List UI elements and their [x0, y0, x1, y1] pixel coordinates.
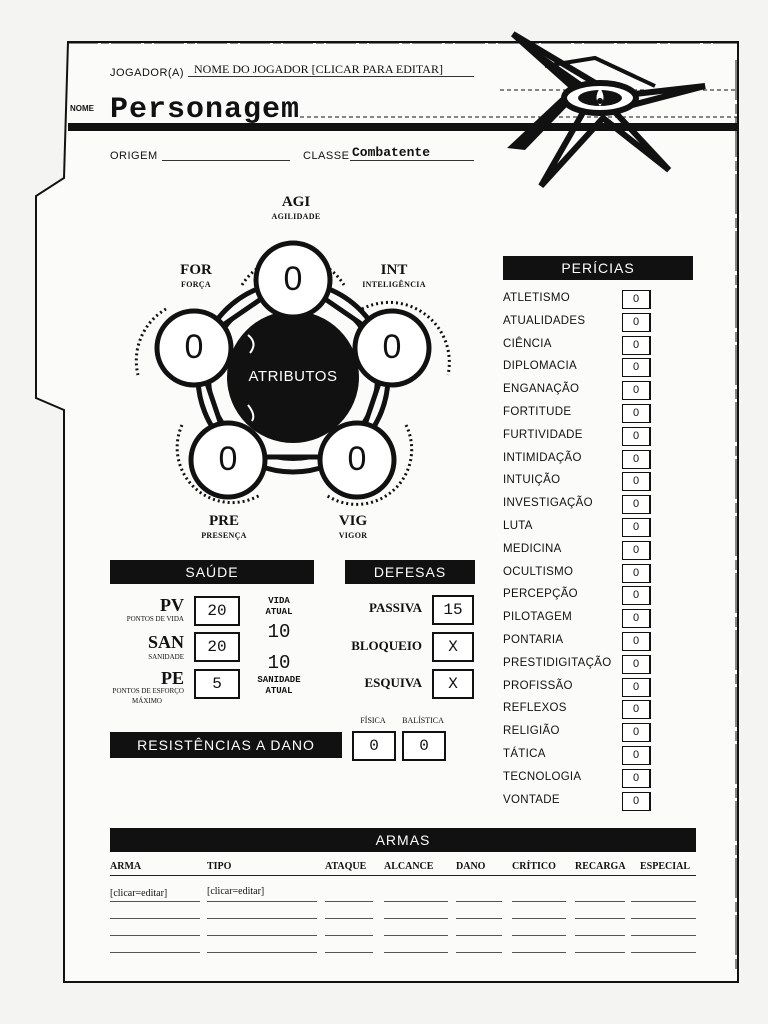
weapons-col-especial: ESPECIAL	[640, 861, 691, 872]
skill-value-field[interactable]: 0	[622, 427, 651, 446]
skill-name: INTIMIDAÇÃO	[503, 451, 582, 464]
skill-value-field[interactable]: 0	[622, 541, 651, 560]
weapon-field-line[interactable]	[325, 935, 373, 936]
skill-value-field[interactable]: 0	[622, 700, 651, 719]
current-san-label-1: SANIDADE	[257, 675, 301, 685]
skill-name: ATUALIDADES	[503, 314, 586, 327]
weapon-field-line[interactable]	[207, 901, 317, 902]
skill-name: INVESTIGAÇÃO	[503, 497, 593, 510]
agi-abbr: AGI	[281, 194, 311, 210]
weapon-field-line[interactable]	[575, 935, 625, 936]
skill-value-field[interactable]: 0	[622, 586, 651, 605]
current-life-label-2: ATUAL	[265, 607, 293, 617]
current-san-field[interactable]: 10	[267, 652, 291, 674]
skill-value-field[interactable]: 0	[622, 564, 651, 583]
weapon-field-line[interactable]	[512, 918, 566, 919]
player-label: JOGADOR(A)	[110, 67, 185, 79]
weapon-field-line[interactable]	[575, 901, 625, 902]
skill-name: FURTIVIDADE	[503, 428, 583, 441]
fisica-field[interactable]: 0	[352, 731, 396, 761]
agi-value[interactable]: 0	[283, 260, 303, 298]
weapon-field-line[interactable]	[325, 918, 373, 919]
skill-name: PRESTIDIGITAÇÃO	[503, 656, 612, 669]
sigil-logo	[505, 30, 715, 190]
weapon-row1-tipo[interactable]: [clicar=editar]	[207, 886, 265, 897]
skill-name: PILOTAGEM	[503, 611, 572, 624]
class-label: CLASSE	[303, 150, 350, 162]
pre-abbr: PRE	[209, 513, 239, 529]
skill-name: CIÊNCIA	[503, 337, 552, 350]
weapon-field-line[interactable]	[110, 901, 200, 902]
skill-name: PROFISSÃO	[503, 679, 573, 692]
skill-value-field[interactable]: 0	[622, 746, 651, 765]
vig-name: VIGOR	[338, 531, 368, 540]
skill-name: VONTADE	[503, 793, 560, 806]
weapon-field-line[interactable]	[456, 952, 502, 953]
skill-value-field[interactable]: 0	[622, 404, 651, 423]
vig-value[interactable]: 0	[347, 440, 367, 478]
for-name: FORÇA	[181, 280, 211, 289]
pe-max-field[interactable]: 5	[194, 669, 240, 699]
weapon-field-line[interactable]	[575, 918, 625, 919]
weapon-field-line[interactable]	[325, 952, 373, 953]
weapon-field-line[interactable]	[384, 901, 448, 902]
defenses-banner: DEFESAS	[345, 560, 475, 584]
skill-value-field[interactable]: 0	[622, 358, 651, 377]
san-name: SANIDADE	[148, 653, 184, 661]
weapon-field-line[interactable]	[384, 935, 448, 936]
skill-name: OCULTISMO	[503, 565, 574, 578]
for-abbr: FOR	[180, 262, 212, 278]
pv-max-field[interactable]: 20	[194, 596, 240, 626]
weapon-field-line[interactable]	[456, 935, 502, 936]
pe-name-max: MÁXIMO	[132, 697, 162, 705]
weapon-field-line[interactable]	[207, 935, 317, 936]
pe-name: PONTOS DE ESFORÇO	[112, 687, 184, 695]
skill-value-field[interactable]: 0	[622, 472, 651, 491]
weapon-field-line[interactable]	[631, 935, 696, 936]
weapon-field-line[interactable]	[512, 901, 566, 902]
attributes-center-label: ATRIBUTOS	[248, 368, 338, 385]
weapon-field-line[interactable]	[631, 952, 696, 953]
weapon-field-line[interactable]	[110, 918, 200, 919]
for-value[interactable]: 0	[184, 328, 204, 366]
weapon-field-line[interactable]	[456, 901, 502, 902]
current-san-label-2: ATUAL	[265, 686, 293, 696]
skill-value-field[interactable]: 0	[622, 792, 651, 811]
weapon-field-line[interactable]	[384, 952, 448, 953]
skill-name: PONTARIA	[503, 634, 564, 646]
skill-name: RELIGIÃO	[503, 725, 560, 738]
balistica-field[interactable]: 0	[402, 731, 446, 761]
esquiva-label: ESQUIVA	[364, 675, 422, 690]
pe-abbr: PE	[160, 668, 184, 688]
skill-name: ENGANAÇÃO	[503, 383, 580, 396]
weapon-field-line[interactable]	[110, 952, 200, 953]
san-abbr: SAN	[147, 632, 184, 652]
skill-value-field[interactable]: 0	[622, 769, 651, 788]
skill-name: FORTITUDE	[503, 406, 572, 418]
player-underline	[188, 76, 474, 77]
agi-name: AGILIDADE	[271, 212, 321, 221]
san-max-field[interactable]: 20	[194, 632, 240, 662]
skill-name: LUTA	[503, 520, 533, 532]
name-label: NOME	[70, 104, 94, 113]
weapons-banner: ARMAS	[110, 828, 696, 852]
weapon-field-line[interactable]	[325, 901, 373, 902]
origin-field[interactable]	[162, 160, 290, 161]
current-life-field[interactable]: 10	[267, 621, 291, 643]
class-field[interactable]: Combatente	[352, 145, 431, 160]
current-life-label-1: VIDA	[268, 596, 290, 606]
fisica-label: FÍSICA	[360, 716, 386, 725]
skill-name: DIPLOMACIA	[503, 360, 577, 373]
weapon-field-line[interactable]	[631, 901, 696, 902]
weapon-field-line[interactable]	[631, 918, 696, 919]
skill-name: REFLEXOS	[503, 702, 567, 715]
weapons-col-recarga: RECARGA	[575, 861, 626, 872]
weapon-field-line[interactable]	[575, 952, 625, 953]
weapons-header-rule	[110, 875, 696, 876]
weapon-row1-arma[interactable]: [clicar=editar]	[110, 888, 168, 899]
skill-value-field[interactable]: 0	[622, 723, 651, 742]
skill-name: INTUIÇÃO	[503, 474, 561, 487]
skill-value-field[interactable]: 0	[622, 290, 651, 309]
weapon-field-line[interactable]	[110, 935, 200, 936]
pv-name: PONTOS DE VIDA	[126, 615, 184, 623]
weapon-field-line[interactable]	[512, 952, 566, 953]
skill-name: TECNOLOGIA	[503, 770, 582, 783]
weapon-field-line[interactable]	[207, 952, 317, 953]
skill-value-field[interactable]: 0	[622, 678, 651, 697]
weapon-field-line[interactable]	[456, 918, 502, 919]
skill-value-field[interactable]: 0	[622, 518, 651, 537]
skill-value-field[interactable]: 0	[622, 450, 651, 469]
skill-value-field[interactable]: 0	[622, 313, 651, 332]
weapon-field-line[interactable]	[207, 918, 317, 919]
bloqueio-label: BLOQUEIO	[351, 638, 422, 653]
weapon-field-line[interactable]	[512, 935, 566, 936]
esquiva-field[interactable]: X	[432, 669, 474, 699]
int-name: INTELIGÊNCIA	[362, 280, 426, 289]
skill-value-field[interactable]: 0	[622, 655, 651, 674]
skills-banner: PERÍCIAS	[503, 256, 693, 280]
health-banner: SAÚDE	[110, 560, 314, 584]
vig-abbr: VIG	[338, 513, 368, 529]
weapons-col-alcance: ALCANCE	[384, 861, 434, 872]
weapons-col-ataque: ATAQUE	[325, 861, 367, 872]
skill-name: PERCEPÇÃO	[503, 588, 578, 601]
weapons-col-tipo: TIPO	[207, 861, 232, 872]
passiva-label: PASSIVA	[369, 600, 422, 615]
skill-name: ATLETISMO	[503, 292, 571, 304]
player-name-field[interactable]: NOME DO JOGADOR [CLICAR PARA EDITAR]	[194, 62, 443, 76]
pv-abbr: PV	[160, 595, 184, 615]
class-underline	[350, 160, 474, 161]
weapon-field-line[interactable]	[384, 918, 448, 919]
skill-value-field[interactable]: 0	[622, 609, 651, 628]
int-abbr: INT	[380, 262, 408, 278]
skill-value-field[interactable]: 0	[622, 495, 651, 514]
weapons-col-arma: ARMA	[110, 861, 142, 872]
passiva-field[interactable]: 15	[432, 595, 474, 625]
weapons-col-critico: CRÍTICO	[512, 861, 556, 872]
pre-value[interactable]: 0	[218, 440, 238, 478]
balistica-label: BALÍSTICA	[402, 716, 444, 725]
resistances-banner: RESISTÊNCIAS A DANO	[110, 732, 342, 758]
skill-name: TÁTICA	[503, 748, 546, 760]
skill-value-field[interactable]: 0	[622, 632, 651, 651]
weapons-col-dano: DANO	[456, 861, 486, 872]
origin-label: ORIGEM	[110, 150, 158, 162]
pre-name: PRESENÇA	[201, 531, 247, 540]
skill-value-field[interactable]: 0	[622, 336, 651, 355]
character-name-field[interactable]: Personagem	[110, 93, 301, 127]
int-value[interactable]: 0	[382, 328, 402, 366]
bloqueio-field[interactable]: X	[432, 632, 474, 662]
skill-value-field[interactable]: 0	[622, 381, 651, 400]
skill-name: MEDICINA	[503, 542, 562, 555]
